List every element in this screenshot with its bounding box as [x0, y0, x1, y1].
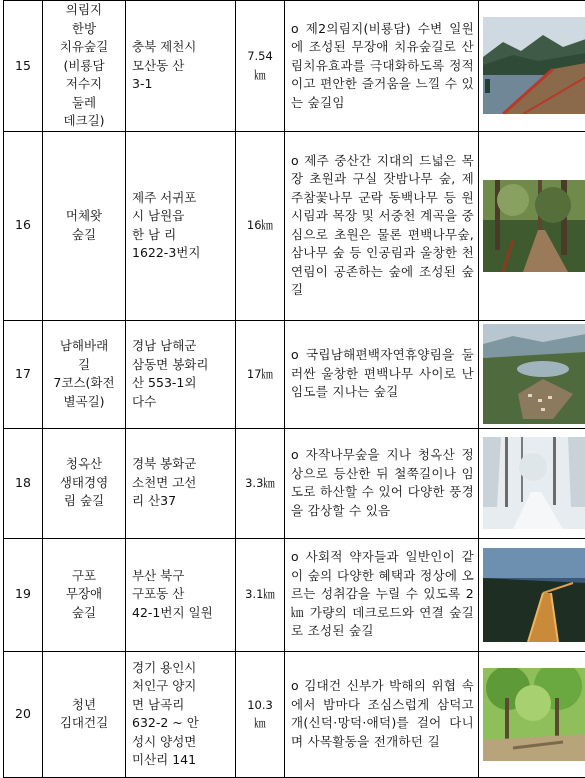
trail-name: 청옥산 생태경영 림 숲길 — [43, 428, 126, 538]
table-row — [4, 651, 585, 777]
coastal-village-photo — [479, 320, 585, 428]
table-row — [4, 320, 585, 428]
snowy-forest-photo — [479, 428, 585, 538]
trail-length: 3.3㎞ — [236, 428, 285, 538]
trail-description: o 국립남해편백자연휴양림을 둘러싼 울창한 편백나무 사이로 난 임도를 지나는 숲길 — [285, 320, 479, 428]
row-number: 20 — [4, 651, 43, 777]
trail-length: 17㎞ — [236, 320, 285, 428]
trail-length: 3.1㎞ — [236, 538, 285, 651]
row-number: 19 — [4, 538, 43, 651]
trail-name: 청년 김대건길 — [43, 651, 126, 777]
trail-name: 구포 무장애 숲길 — [43, 538, 126, 651]
trail-length: 10.3 ㎞ — [236, 651, 285, 777]
trail-address: 제주 서귀포 시 남원읍 한 남 리 1622-3번지 — [126, 131, 236, 320]
trail-name: 머체왓 숲길 — [43, 131, 126, 320]
trail-name: 의림지 한방 치유숲길 (비룡담 저수지 둘레 데크길) — [43, 1, 126, 132]
coastal-village-image — [483, 324, 585, 424]
trail-description: o 김대건 신부가 박해의 위협 속에서 밤마다 조심스럽게 삼덕고개(신덕·망덕·애덕)를 걸어 다니며 사목활동을 전개하던 길 — [285, 651, 479, 777]
trail-table — [3, 0, 585, 778]
row-number: 16 — [4, 131, 43, 320]
trail-address: 경기 용인시 처인구 양지 면 남곡리 632-2 ~ 안 성시 양성면 미산리 141 — [126, 651, 236, 777]
trail-description: o 자작나무숲을 지나 청옥산 정상으로 등산한 뒤 철쭉길이나 임도로 하산할 수 있어 다양한 풍경을 감상할 수 있음 — [285, 428, 479, 538]
green-forest-image — [483, 668, 585, 761]
trail-address: 충북 제천시 모산동 산 3-1 — [126, 1, 236, 132]
lakeside-deck-image — [483, 17, 585, 114]
lakeside-deck-photo — [479, 1, 585, 132]
trail-length: 16㎞ — [236, 131, 285, 320]
trail-name: 남해바래 길 7코스(화전 별곡길) — [43, 320, 126, 428]
trail-description: o 제2의림지(비룡담) 수변 일원에 조성된 무장애 치유숲길로 산림치유효과를 극대화하도록 정적이고 편안한 즐거움을 느낄 수 있는 숲길임 — [285, 1, 479, 132]
forest-trail-image — [483, 180, 585, 272]
trail-description: o 제주 중산간 지대의 드넓은 목장 초원과 구실 잣밤나무 숲, 제주참꽃나무 군락 동백나무 등 원시림과 목장 및 서중천 계곡을 중심으로 초원은 물론 편백나무숲, 삼나무 숲 등 인공림과 울창한 천연림이 공존하는 숲에 조성된 숲길 — [285, 131, 479, 320]
table-row — [4, 1, 585, 132]
night-deck-photo — [479, 538, 585, 651]
trail-address: 부산 북구 구포동 산 42-1번지 일원 — [126, 538, 236, 651]
trail-description: o 사회적 약자들과 일반인이 같이 숲의 다양한 혜택과 정상에 오르는 성취감을 누릴 수 있도록 2㎞ 가량의 데크로드와 연결 숲길로 조성된 숲길 — [285, 538, 479, 651]
trail-address: 경북 봉화군 소천면 고선 리 산37 — [126, 428, 236, 538]
row-number: 17 — [4, 320, 43, 428]
trail-address: 경남 남해군 삼동면 봉화리 산 553-1외 다수 — [126, 320, 236, 428]
table-row — [4, 538, 585, 651]
forest-trail-photo — [479, 131, 585, 320]
table-row — [4, 428, 585, 538]
table-row — [4, 131, 585, 320]
green-forest-photo — [479, 651, 585, 777]
row-number: 18 — [4, 428, 43, 538]
row-number: 15 — [4, 1, 43, 132]
snowy-forest-image — [483, 437, 585, 529]
night-deck-image — [483, 548, 585, 642]
trail-length: 7.54 ㎞ — [236, 1, 285, 132]
